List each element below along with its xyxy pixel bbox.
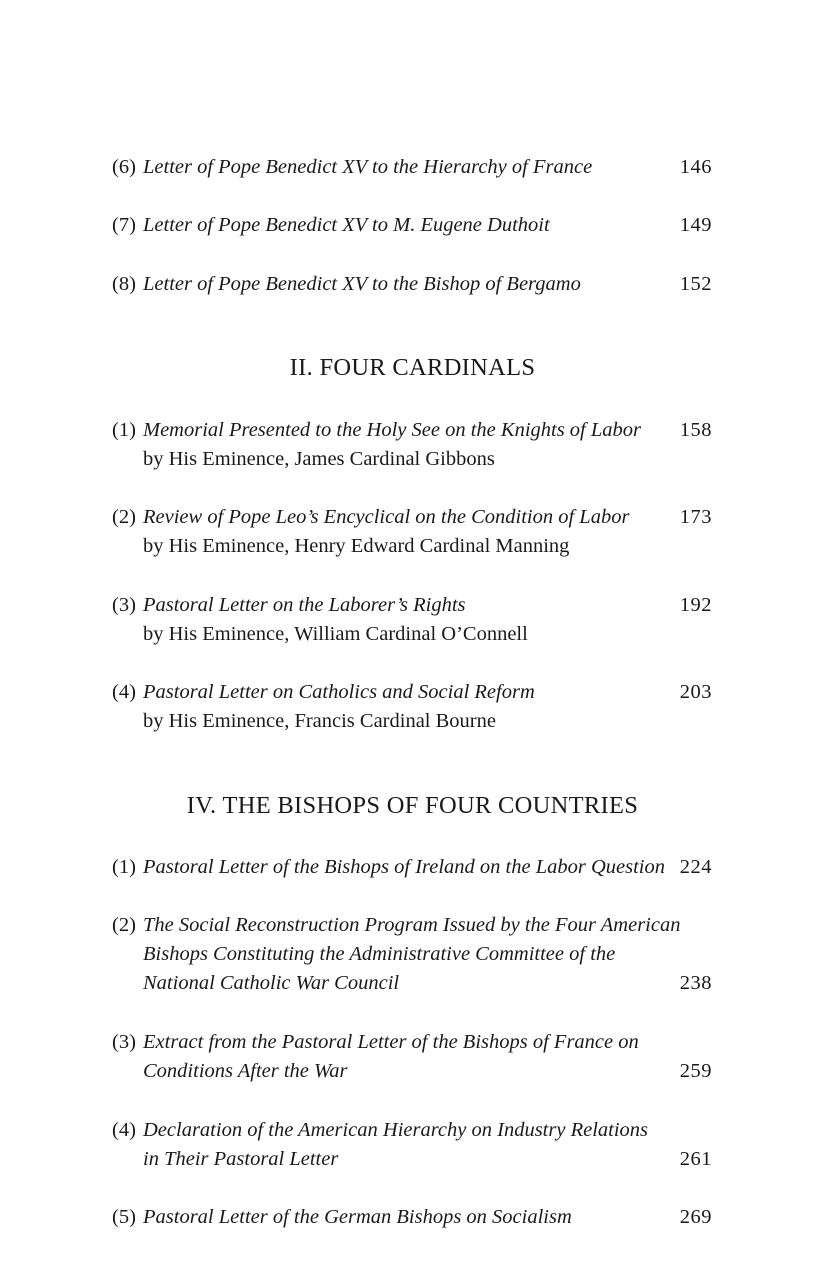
entry-page-number: 238 xyxy=(679,972,712,994)
toc-entry xyxy=(112,853,712,882)
entry-title: Pastoral Letter of the German Bishops on Socialism xyxy=(143,1206,572,1228)
entry-title-continued: Conditions After the War xyxy=(143,1060,348,1082)
entry-number: (3) xyxy=(112,594,136,616)
entry-title-continued: in Their Pastoral Letter xyxy=(143,1148,339,1170)
entry-page-number: 146 xyxy=(679,156,712,178)
entry-number: (5) xyxy=(112,1206,136,1228)
toc-entry xyxy=(112,503,712,561)
entry-page-number: 269 xyxy=(679,1206,712,1228)
entry-title: Pastoral Letter on Catholics and Social Reform xyxy=(143,681,535,703)
entry-number: (8) xyxy=(112,273,136,295)
entry-title: Pastoral Letter of the Bishops of Ireland on the Labor Question xyxy=(143,856,665,878)
entry-title: Pastoral Letter on the Laborer’s Rights xyxy=(143,594,466,616)
entry-author: by His Eminence, Francis Cardinal Bourne xyxy=(143,710,496,732)
entry-author: by His Eminence, Henry Edward Cardinal Manning xyxy=(143,535,570,557)
entry-title-continued: National Catholic War Council xyxy=(143,972,400,994)
entry-page-number: 192 xyxy=(679,594,712,616)
entry-title: Declaration of the American Hierarchy on Industry Relations xyxy=(143,1119,649,1141)
entry-page-number: 152 xyxy=(679,273,712,295)
entry-author: by His Eminence, William Cardinal O’Connell xyxy=(143,623,528,645)
entry-page-number: 261 xyxy=(679,1148,712,1170)
entry-number: (2) xyxy=(112,914,136,936)
toc-entry xyxy=(112,1116,712,1174)
entry-page-number: 173 xyxy=(679,506,712,528)
entry-number: (1) xyxy=(112,419,136,441)
toc-entry xyxy=(112,153,712,182)
entry-number: (1) xyxy=(112,856,136,878)
entry-number: (7) xyxy=(112,214,136,236)
toc-entry xyxy=(112,678,712,736)
entry-page-number: 259 xyxy=(679,1060,712,1082)
entry-number: (4) xyxy=(112,681,136,703)
section-heading: IV. THE BISHOPS OF FOUR COUNTRIES xyxy=(186,792,639,819)
entry-number: (2) xyxy=(112,506,136,528)
entry-title: Letter of Pope Benedict XV to the Bishop of Bergamo xyxy=(143,273,581,295)
entry-page-number: 224 xyxy=(679,856,712,878)
toc-entry xyxy=(112,1203,712,1232)
toc-entry xyxy=(112,911,712,998)
toc-entry xyxy=(112,416,712,474)
section-heading: II. FOUR CARDINALS xyxy=(289,354,536,381)
entry-title: Extract from the Pastoral Letter of the Bishops of France on xyxy=(143,1031,639,1053)
entry-number: (3) xyxy=(112,1031,136,1053)
entry-title: Letter of Pope Benedict XV to the Hierarchy of France xyxy=(143,156,593,178)
entry-title: Letter of Pope Benedict XV to M. Eugene Duthoit xyxy=(143,214,550,236)
entry-author: by His Eminence, James Cardinal Gibbons xyxy=(143,448,495,470)
toc-entry xyxy=(112,1028,712,1086)
entry-page-number: 149 xyxy=(679,214,712,236)
entry-title: Review of Pope Leo’s Encyclical on the Condition of Labor xyxy=(143,506,630,528)
entry-number: (4) xyxy=(112,1119,136,1141)
toc-entry xyxy=(112,211,712,240)
entry-title-continued: Bishops Constituting the Administrative Committee of the xyxy=(143,943,616,965)
entry-page-number: 158 xyxy=(679,419,712,441)
entry-title: Memorial Presented to the Holy See on the Knights of Labor xyxy=(143,419,642,441)
toc-entry xyxy=(112,591,712,649)
entry-number: (6) xyxy=(112,156,136,178)
entry-title: The Social Reconstruction Program Issued by the Four American xyxy=(143,914,681,936)
entry-page-number: 203 xyxy=(679,681,712,703)
toc-entry xyxy=(112,270,712,299)
